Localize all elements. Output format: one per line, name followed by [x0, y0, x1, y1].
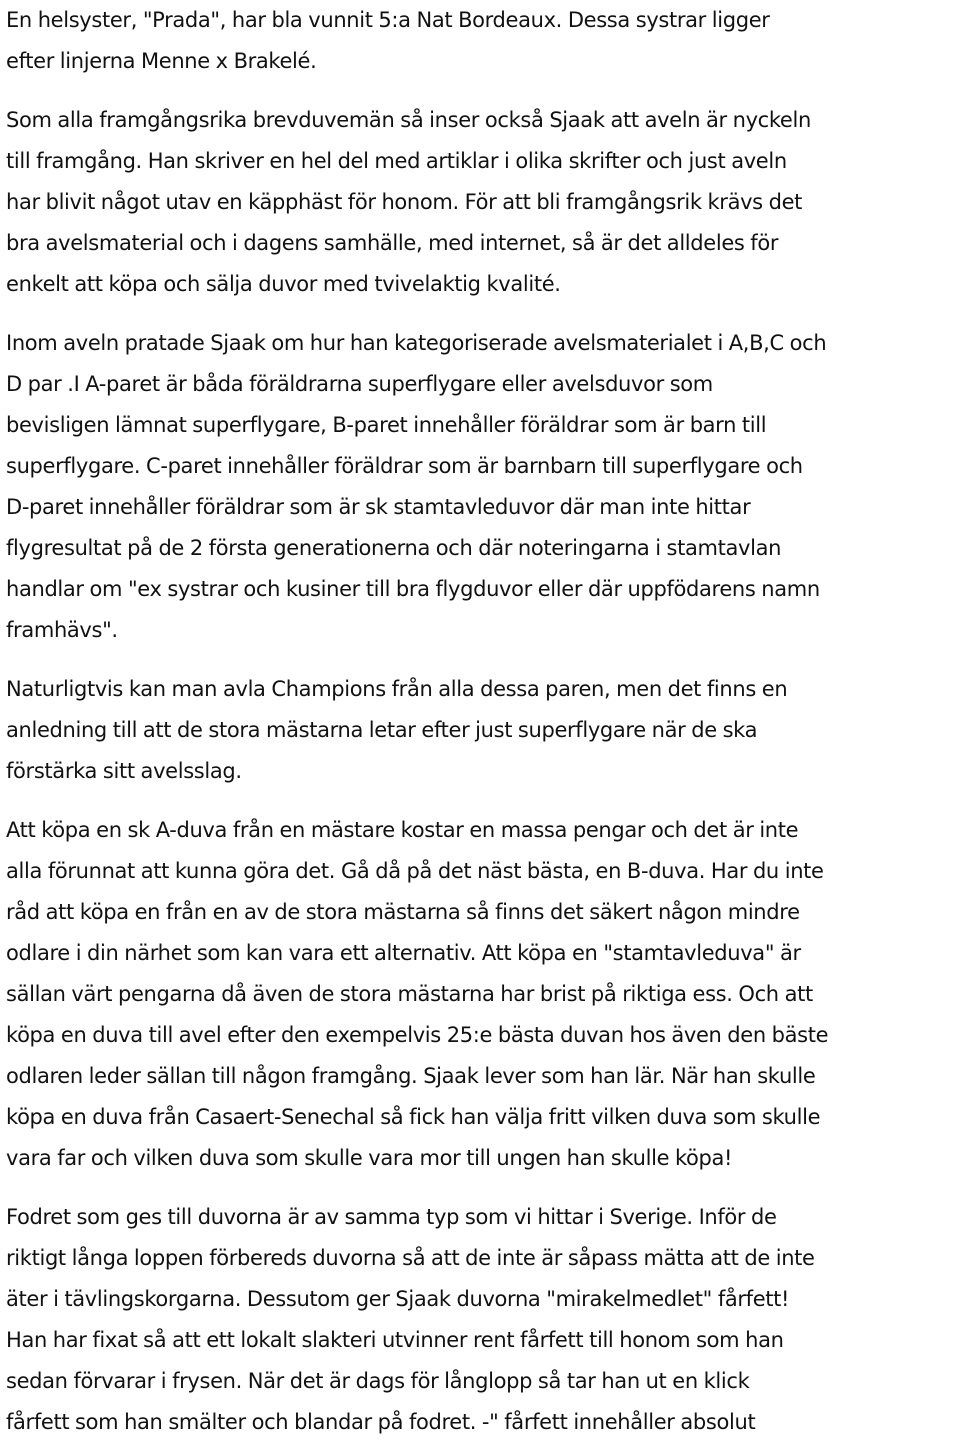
- text-line: enkelt att köpa och sälja duvor med tvivelaktig kvalité.: [6, 272, 561, 296]
- text-line: köpa en duva till avel efter den exempelvis 25:e bästa duvan hos även den bäste: [6, 1023, 829, 1047]
- text-line: köpa en duva från Casaert-Senechal så fick han välja fritt vilken duva som skulle: [6, 1105, 821, 1129]
- text-line: Han har fixat så att ett lokalt slakteri utvinner rent fårfett till honom som han: [6, 1328, 784, 1352]
- text-line: framhävs".: [6, 618, 118, 642]
- text-line: Naturligtvis kan man avla Champions från alla dessa paren, men det finns en: [6, 677, 788, 701]
- text-line: odlare i din närhet som kan vara ett alternativ. Att köpa en "stamtavleduva" är: [6, 941, 801, 965]
- text-line: D-paret innehåller föräldrar som är sk stamtavleduvor där man inte hittar: [6, 495, 751, 519]
- text-line: sedan förvarar i frysen. När det är dags för långlopp så tar han ut en klick: [6, 1369, 750, 1393]
- text-line: förstärka sitt avelsslag.: [6, 759, 242, 783]
- paragraph-gap: [6, 792, 956, 810]
- text-line: bevisligen lämnat superflygare, B-paret innehåller föräldrar som är barn till: [6, 413, 767, 437]
- text-line: råd att köpa en från en av de stora mästarna så finns det säkert någon mindre: [6, 900, 800, 924]
- text-line: fårfett som han smälter och blandar på fodret. -" fårfett innehåller absolut: [6, 1410, 756, 1434]
- paragraph-gap: [6, 82, 956, 100]
- paragraph-1: [6, 0, 956, 82]
- paragraph-3: [6, 323, 956, 651]
- text-line: har blivit något utav en käpphäst för honom. För att bli framgångsrik krävs det: [6, 190, 803, 214]
- paragraph-5: [6, 810, 956, 1179]
- document-body: [6, 0, 956, 1443]
- text-line: anledning till att de stora mästarna letar efter just superflygare när de ska: [6, 718, 758, 742]
- paragraph-4: [6, 669, 956, 792]
- text-line: sällan värt pengarna då även de stora mästarna har brist på riktiga ess. Och att: [6, 982, 813, 1006]
- text-line: odlaren leder sällan till någon framgång. Sjaak lever som han lär. När han skulle: [6, 1064, 816, 1088]
- text-line: Att köpa en sk A-duva från en mästare kostar en massa pengar och det är inte: [6, 818, 799, 842]
- text-line: efter linjerna Menne x Brakelé.: [6, 49, 317, 73]
- paragraph-gap: [6, 305, 956, 323]
- text-line: till framgång. Han skriver en hel del med artiklar i olika skrifter och just aveln: [6, 149, 787, 173]
- paragraph-gap: [6, 1179, 956, 1197]
- text-line: vara far och vilken duva som skulle vara mor till ungen han skulle köpa!: [6, 1146, 733, 1170]
- text-line: äter i tävlingskorgarna. Dessutom ger Sjaak duvorna "mirakelmedlet" fårfett!: [6, 1287, 790, 1311]
- text-line: flygresultat på de 2 första generationerna och där noteringarna i stamtavlan: [6, 536, 782, 560]
- text-line: Inom aveln pratade Sjaak om hur han kategoriserade avelsmaterialet i A,B,C och: [6, 331, 827, 355]
- text-line: bra avelsmaterial och i dagens samhälle, med internet, så är det alldeles för: [6, 231, 779, 255]
- text-line: Fodret som ges till duvorna är av samma typ som vi hittar i Sverige. Inför de: [6, 1205, 777, 1229]
- text-line: superflygare. C-paret innehåller föräldrar som är barnbarn till superflygare och: [6, 454, 803, 478]
- text-line: En helsyster, "Prada", har bla vunnit 5:a Nat Bordeaux. Dessa systrar ligger: [6, 8, 770, 32]
- text-line: handlar om "ex systrar och kusiner till bra flygduvor eller där uppfödarens namn: [6, 577, 820, 601]
- text-line: D par .I A-paret är båda föräldrarna superflygare eller avelsduvor som: [6, 372, 713, 396]
- paragraph-6: [6, 1197, 956, 1443]
- text-line: riktigt långa loppen förbereds duvorna så att de inte är såpass mätta att de inte: [6, 1246, 815, 1270]
- text-line: Som alla framgångsrika brevduvemän så inser också Sjaak att aveln är nyckeln: [6, 108, 811, 132]
- text-line: alla förunnat att kunna göra det. Gå då på det näst bästa, en B-duva. Har du inte: [6, 859, 824, 883]
- paragraph-2: [6, 100, 956, 305]
- paragraph-gap: [6, 651, 956, 669]
